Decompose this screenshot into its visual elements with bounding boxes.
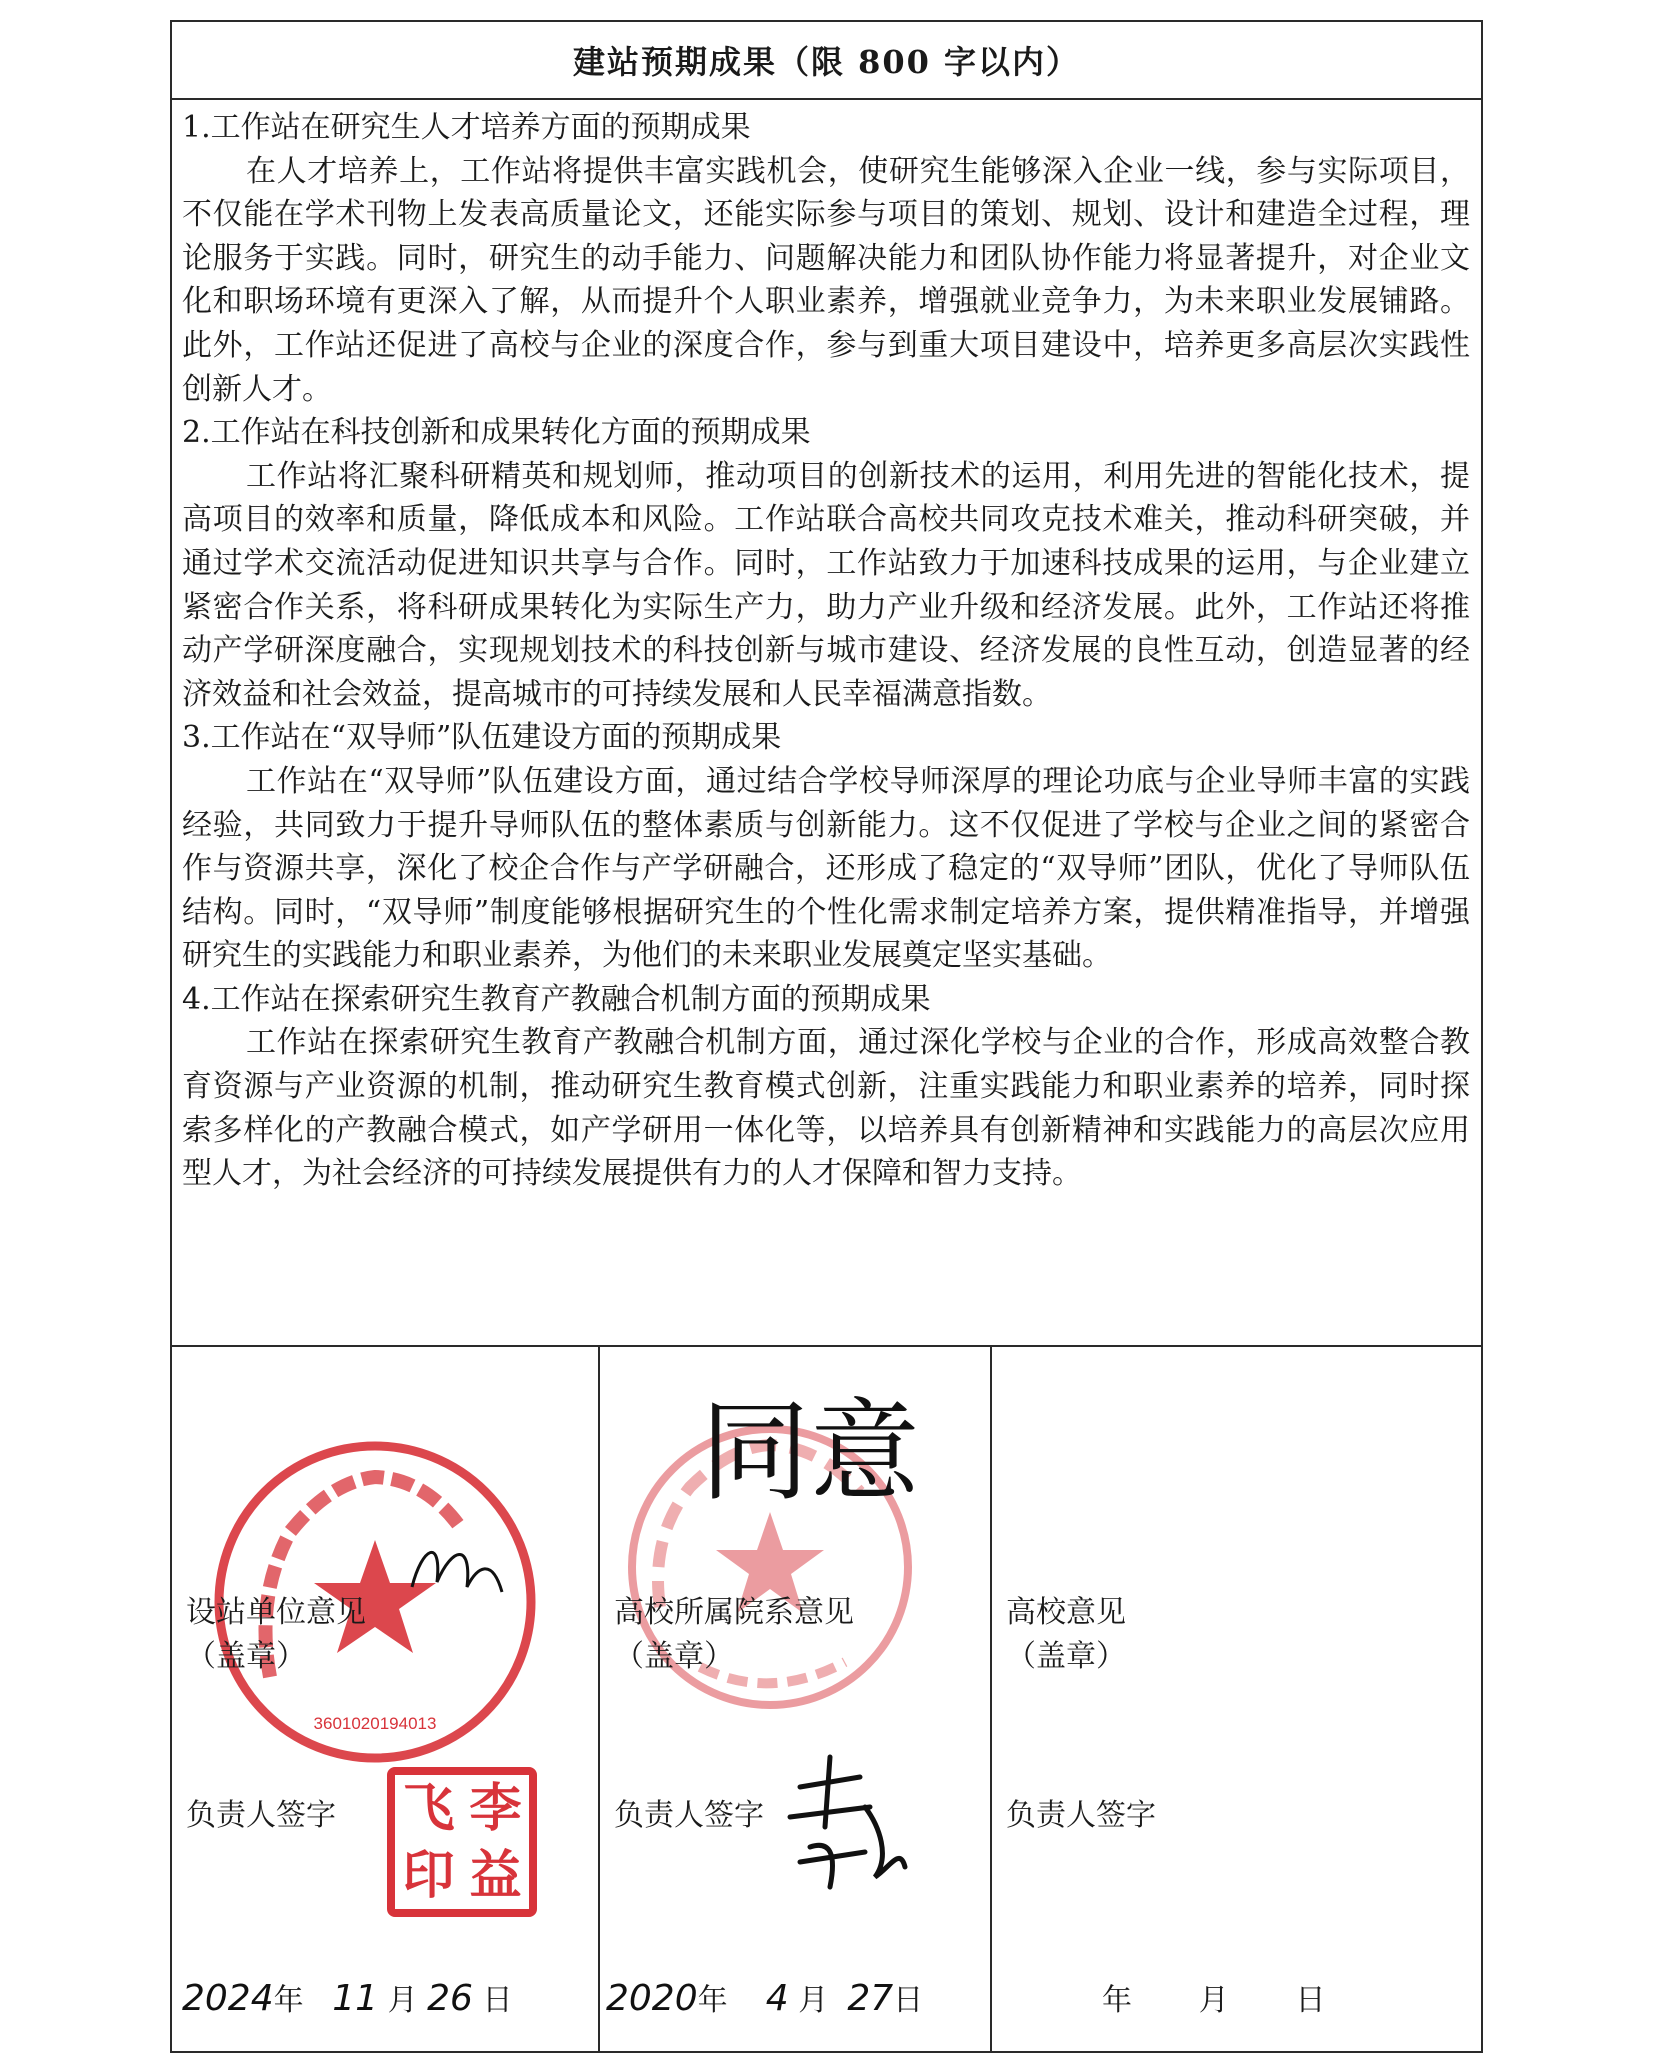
- section-heading: 2.工作站在科技创新和成果转化方面的预期成果: [182, 415, 811, 451]
- seal-char: 益: [469, 1845, 522, 1906]
- expected-results-body: [182, 106, 1470, 1196]
- section-heading: 1.工作站在研究生人才培养方面的预期成果: [182, 110, 751, 145]
- section-text: 工作站在“双导师”队伍建设方面，通过结合学校导师深厚的理论功底与企业导师丰富的实践经验，共同致力于提升导师队伍的整体素质与创新能力。这不仅促进了学校与企业之间的紧密合作与资源共享，深化了校企合作与产学研融合，还形成了稳定的“双导师”团队，优化了导师队伍结构。同时，“双导师”制度能够根据研究生的个性化需求制定培养方案，提供精准指导，并增强研究生的实践能力和职业素养，为他们的未来职业发展奠定坚实基础。: [182, 763, 1470, 974]
- sign-date: [182, 1975, 513, 2019]
- date-year-suffix: 年: [1102, 1983, 1132, 2018]
- signer-label: 负责人签字: [614, 1798, 764, 1833]
- form-title: 建站预期成果（限 800 字以内）: [172, 22, 1481, 100]
- date-year-suffix: 年: [697, 1983, 728, 2018]
- date-month-suffix: 月: [1198, 1983, 1229, 2018]
- seal-char: 印: [402, 1845, 455, 1906]
- seal-note: （盖章）: [186, 1639, 306, 1674]
- personal-name-seal: [387, 1767, 537, 1917]
- date-year: 2024: [182, 1978, 274, 2019]
- date-month: 11: [332, 1978, 379, 2019]
- signer-label: 负责人签字: [186, 1798, 336, 1833]
- seal-number: 3601020194013: [313, 1714, 437, 1733]
- opinion-label: 设站单位意见: [186, 1595, 366, 1630]
- sign-date: [606, 1975, 923, 2019]
- date-day: 26: [427, 1978, 473, 2019]
- section-heading: 3.工作站在“双导师”队伍建设方面的预期成果: [182, 720, 782, 756]
- seal-note: （盖章）: [1006, 1639, 1126, 1674]
- date-day-suffix: 日: [1295, 1983, 1326, 2018]
- station-unit-opinion-cell: [172, 1347, 600, 2053]
- sign-date: [1102, 1975, 1326, 2019]
- opinion-label: 高校意见: [1006, 1595, 1126, 1630]
- section-heading: 4.工作站在探索研究生教育产教融合机制方面的预期成果: [182, 981, 931, 1017]
- section-text: 在人才培养上，工作站将提供丰富实践机会，使研究生能够深入企业一线，参与实际项目，不仅能在学术刊物上发表高质量论文，还能实际参与项目的策划、规划、设计和建造全过程，理论服务于实践。同时，研究生的动手能力、问题解决能力和团队协作能力将显著提升，对企业文化和职场环境有更深入了解，从而提升个人职业素养，增强就业竞争力，为未来职业发展铺路。此外，工作站还促进了高校与企业的深度合作，参与到重大项目建设中，培养更多高层次实践性创新人才。: [182, 153, 1470, 407]
- opinion-label: 高校所属院系意见: [614, 1595, 854, 1630]
- college-department-opinion-cell: [600, 1347, 992, 2053]
- section-text: 工作站在探索研究生教育产教融合机制方面，通过深化学校与企业的合作，形成高效整合教育资源与产业资源的机制，推动研究生教育模式创新，注重实践能力和职业素养的培养，同时探索多样化的产教融合模式，如产学研用一体化等，以培养具有创新精神和实践能力的高层次应用型人才，为社会经济的可持续发展提供有力的人才保障和智力支持。: [182, 1025, 1470, 1192]
- date-day: 27: [847, 1978, 894, 2019]
- date-day-suffix: 日: [482, 1983, 513, 2018]
- seal-char: 飞: [402, 1778, 455, 1839]
- handwritten-signature: [402, 1527, 512, 1607]
- approval-row: [172, 1345, 1481, 2053]
- section-text: 工作站将汇聚科研精英和规划师，推动项目的创新技术的运用，利用先进的智能化技术，提高项目的效率和质量，降低成本和风险。工作站联合高校共同攻克技术难关，推动科研突破，并通过学术交流活动促进知识共享与合作。同时，工作站致力于加速科技成果的运用，与企业建立紧密合作关系，将科研成果转化为实际生产力，助力产业升级和经济发展。此外，工作站还将推动产学研深度融合，实现规划技术的科技创新与城市建设、经济发展的良性互动，创造显著的经济效益和社会效益，提高城市的可持续发展和人民幸福满意指数。: [182, 458, 1470, 712]
- date-month-suffix: 月: [798, 1983, 829, 2018]
- seal-char: 李: [469, 1778, 522, 1839]
- form-table: [170, 20, 1483, 2053]
- handwritten-approval: 同意: [700, 1388, 920, 1516]
- university-opinion-cell: [992, 1347, 1483, 2053]
- handwritten-signature: [770, 1747, 910, 1907]
- date-year: 2020: [606, 1978, 698, 2019]
- date-day-suffix: 日: [893, 1983, 924, 2018]
- date-month-suffix: 月: [387, 1983, 418, 2018]
- date-year-suffix: 年: [273, 1983, 304, 2018]
- seal-note: （盖章）: [614, 1639, 734, 1674]
- date-month: 4: [765, 1978, 789, 2019]
- signer-label: 负责人签字: [1006, 1798, 1156, 1833]
